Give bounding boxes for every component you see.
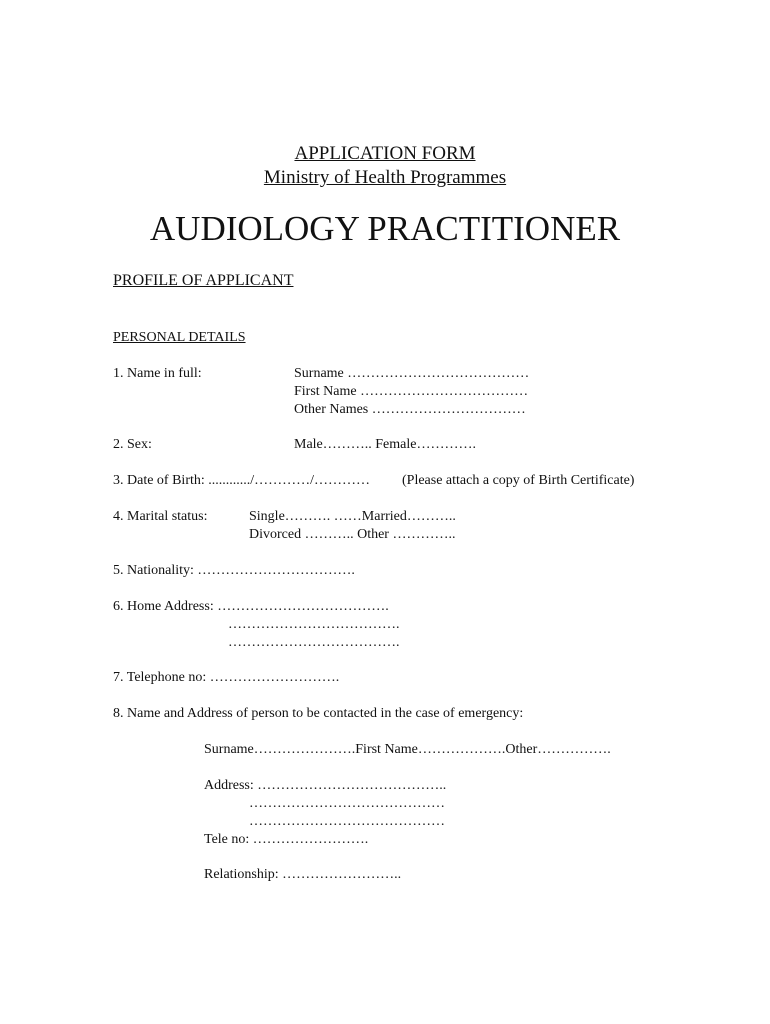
dob-field[interactable]: 3. Date of Birth: ............/…………/………… bbox=[113, 473, 371, 488]
marital-field-line1[interactable]: Single………. ……Married……….. bbox=[249, 509, 456, 524]
surname-field[interactable]: Surname ………………………………… bbox=[294, 366, 530, 381]
dob-note: (Please attach a copy of Birth Certificate) bbox=[402, 473, 635, 488]
sex-label: 2. Sex: bbox=[113, 437, 152, 452]
emergency-label: 8. Name and Address of person to be contacted in the case of emergency: bbox=[113, 706, 524, 721]
other-names-field[interactable]: Other Names …………………………… bbox=[294, 402, 526, 417]
section-profile: PROFILE OF APPLICANT bbox=[113, 272, 294, 289]
emergency-tele-field[interactable]: Tele no: ……………………. bbox=[204, 832, 369, 847]
section-personal-details: PERSONAL DETAILS bbox=[113, 330, 246, 345]
nationality-field[interactable]: 5. Nationality: ……………………………. bbox=[113, 563, 355, 578]
form-title: APPLICATION FORM bbox=[294, 143, 476, 164]
emergency-address-line3[interactable]: …………………………………… bbox=[249, 814, 445, 829]
emergency-relationship-field[interactable]: Relationship: …………………….. bbox=[204, 867, 402, 882]
sex-field[interactable]: Male……….. Female…………. bbox=[294, 437, 476, 452]
home-address-field[interactable]: 6. Home Address: ………………………………. bbox=[113, 599, 389, 614]
emergency-address-line2[interactable]: …………………………………… bbox=[249, 796, 445, 811]
marital-label: 4. Marital status: bbox=[113, 509, 208, 524]
main-title: AUDIOLOGY PRACTITIONER bbox=[149, 209, 621, 248]
emergency-address-field[interactable]: Address: ………………………………….. bbox=[204, 778, 447, 793]
home-address-line2[interactable]: ………………………………. bbox=[228, 617, 400, 632]
marital-field-line2[interactable]: Divorced ……….. Other ………….. bbox=[249, 527, 456, 542]
name-label: 1. Name in full: bbox=[113, 366, 202, 381]
telephone-field[interactable]: 7. Telephone no: ………………………. bbox=[113, 670, 340, 685]
ministry-title: Ministry of Health Programmes bbox=[263, 167, 507, 188]
emergency-names-field[interactable]: Surname………………….First Name……………….Other……………. bbox=[204, 742, 611, 757]
first-name-field[interactable]: First Name ……………………………… bbox=[294, 384, 529, 399]
home-address-line3[interactable]: ………………………………. bbox=[228, 635, 400, 650]
